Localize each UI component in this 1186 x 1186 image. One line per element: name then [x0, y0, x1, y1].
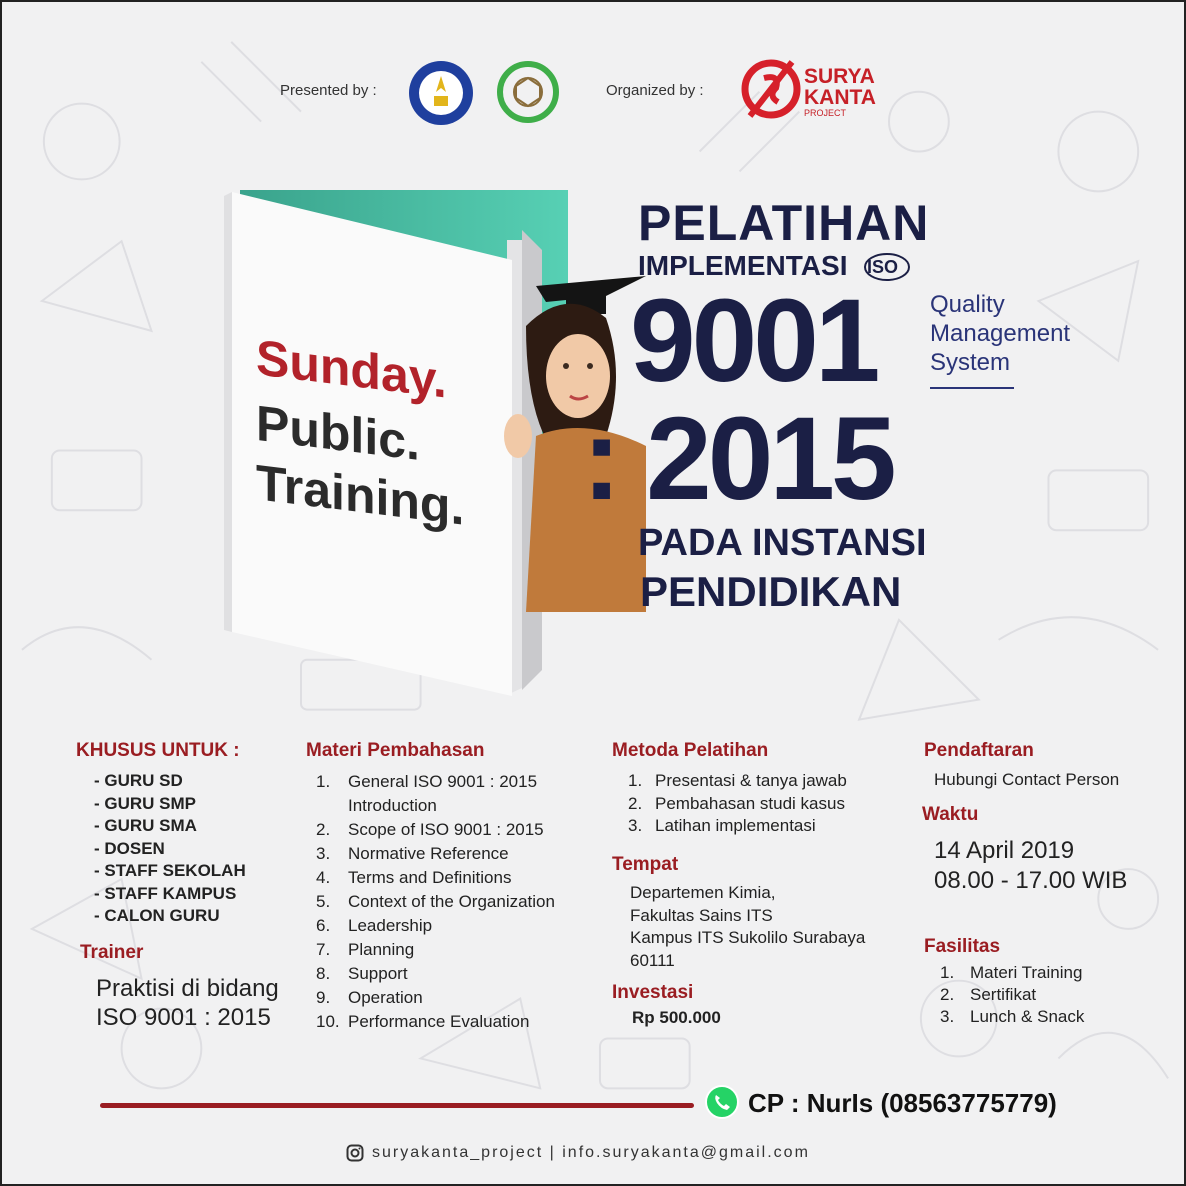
list-item [316, 866, 555, 890]
khusus-heading: KHUSUS UNTUK : [76, 740, 240, 761]
item-number: 1. [316, 772, 331, 791]
item-text: Operation [348, 988, 423, 1007]
qms-line: System [930, 349, 1011, 376]
item-number: 9. [316, 988, 331, 1007]
fasilitas-list [940, 962, 1084, 1028]
contact-divider [100, 1103, 694, 1108]
item-number: 4. [316, 868, 331, 887]
tempat-heading: Tempat [612, 854, 679, 875]
list-item [628, 815, 847, 838]
address-line: 60111 [630, 950, 675, 970]
title-pelatihan: PELATIHAN [638, 195, 930, 251]
list-item [940, 984, 1084, 1006]
instagram-icon [346, 1144, 364, 1162]
org-name-line3: PROJECT [804, 108, 847, 118]
list-item [316, 842, 555, 866]
list-item [316, 938, 555, 962]
item-text: Introduction [348, 796, 437, 815]
org-name-line2: KANTA [804, 86, 876, 109]
item-number: 2. [316, 820, 331, 839]
list-item [316, 986, 555, 1010]
materi-list [316, 770, 555, 1034]
list-item [628, 793, 847, 816]
materi-heading: Materi Pembahasan [306, 740, 485, 761]
item-number: 3. [940, 1007, 955, 1026]
tempat-address [630, 882, 865, 972]
item-text: Context of the Organization [348, 892, 555, 911]
list-item [316, 890, 555, 914]
item-text: Materi Training [970, 963, 1083, 982]
item-text: Planning [348, 940, 415, 959]
whatsapp-icon [704, 1084, 740, 1120]
list-item: - GURU SMA [94, 816, 197, 835]
list-item [316, 818, 555, 842]
list-item [628, 770, 847, 793]
pendaftaran-value: Hubungi Contact Person [934, 770, 1120, 789]
chemistry-logo-icon [496, 58, 560, 126]
item-text: Sertifikat [970, 985, 1037, 1004]
item-text: Presentasi & tanya jawab [655, 771, 847, 790]
item-number: 1. [628, 771, 643, 790]
item-text: Leadership [348, 916, 433, 935]
item-text: Support [348, 964, 408, 983]
item-text: Scope of ISO 9001 : 2015 [348, 820, 544, 839]
address-line: Departemen Kimia, [630, 883, 776, 902]
pendaftaran-heading: Pendaftaran [924, 740, 1034, 761]
list-item [940, 962, 1084, 984]
list-item: - GURU SMP [94, 793, 196, 813]
item-number: 6. [316, 916, 331, 935]
its-logo-icon [406, 58, 476, 128]
waktu-heading: Waktu [922, 804, 979, 825]
footer-contact[interactable]: suryakanta_project | info.suryakanta@gmail.com [372, 1144, 810, 1161]
list-item: - CALON GURU [94, 906, 220, 925]
item-number: 8. [316, 964, 331, 983]
fasilitas-heading: Fasilitas [924, 936, 1001, 957]
book-title-public: Public. [256, 394, 420, 472]
book-title-sunday: Sunday. [256, 329, 447, 409]
list-item: - DOSEN [94, 838, 165, 858]
item-text: Performance Evaluation [348, 1012, 530, 1031]
trainer-heading: Trainer [80, 942, 144, 963]
item-text: Latihan implementasi [655, 816, 816, 835]
address-line: Kampus ITS Sukolilo Surabaya [630, 928, 866, 947]
surya-kanta-logo-icon [740, 56, 802, 122]
item-number: 1. [940, 963, 955, 982]
list-item [940, 1006, 1084, 1028]
item-number: 10. [316, 1012, 340, 1031]
item-number: 7. [316, 940, 331, 959]
list-item: - GURU SD [94, 771, 183, 790]
item-number: 3. [316, 844, 331, 863]
item-number: 5. [316, 892, 331, 911]
title-pada-instansi: PADA INSTANSI [638, 522, 927, 564]
contact-person[interactable]: CP : NurIs (08563775779) [748, 1088, 1057, 1118]
list-item: - STAFF KAMPUS [94, 883, 237, 903]
list-item: - STAFF SEKOLAH [94, 861, 246, 880]
item-number: 2. [628, 793, 643, 813]
qms-line: Quality [930, 291, 1005, 318]
investasi-heading: Investasi [612, 982, 694, 1003]
metoda-list [628, 770, 847, 838]
trainer-line2: ISO 9001 : 2015 [96, 1004, 271, 1031]
org-name-line1: SURYA [804, 65, 875, 88]
title-implementasi: IMPLEMENTASI [638, 250, 848, 281]
presented-by-label: Presented by : [280, 82, 377, 99]
title-2015: : 2015 [582, 393, 893, 525]
list-item [316, 914, 555, 938]
item-text: Normative Reference [348, 844, 509, 863]
waktu-time: 08.00 - 17.00 WIB [934, 867, 1128, 894]
item-text: Terms and Definitions [348, 868, 512, 887]
organized-by-label: Organized by : [606, 82, 704, 99]
title-9001: 9001 [630, 275, 877, 407]
item-number: 2. [940, 985, 955, 1004]
list-item [316, 1010, 555, 1034]
qms-line: Management [930, 320, 1071, 347]
item-number: 3. [628, 816, 643, 835]
waktu-date: 14 April 2019 [934, 837, 1075, 864]
qms-underline [930, 387, 1014, 389]
trainer-line1: Praktisi di bidang [96, 975, 279, 1002]
item-text: General ISO 9001 : 2015 [348, 772, 538, 791]
list-item [316, 794, 555, 818]
qms-label [930, 290, 1070, 377]
list-item [316, 962, 555, 986]
iso-badge-label: ISO [867, 257, 899, 277]
item-text: Lunch & Snack [970, 1007, 1085, 1026]
org-name [804, 66, 876, 118]
title-pendidikan: PENDIDIKAN [640, 568, 902, 615]
investasi-value: Rp 500.000 [632, 1008, 721, 1027]
item-text: Pembahasan studi kasus [655, 793, 845, 813]
address-line: Fakultas Sains ITS [630, 905, 773, 925]
list-item [316, 770, 555, 794]
metoda-heading: Metoda Pelatihan [612, 740, 769, 761]
khusus-list [94, 770, 246, 928]
book-title-training: Training. [256, 454, 465, 536]
